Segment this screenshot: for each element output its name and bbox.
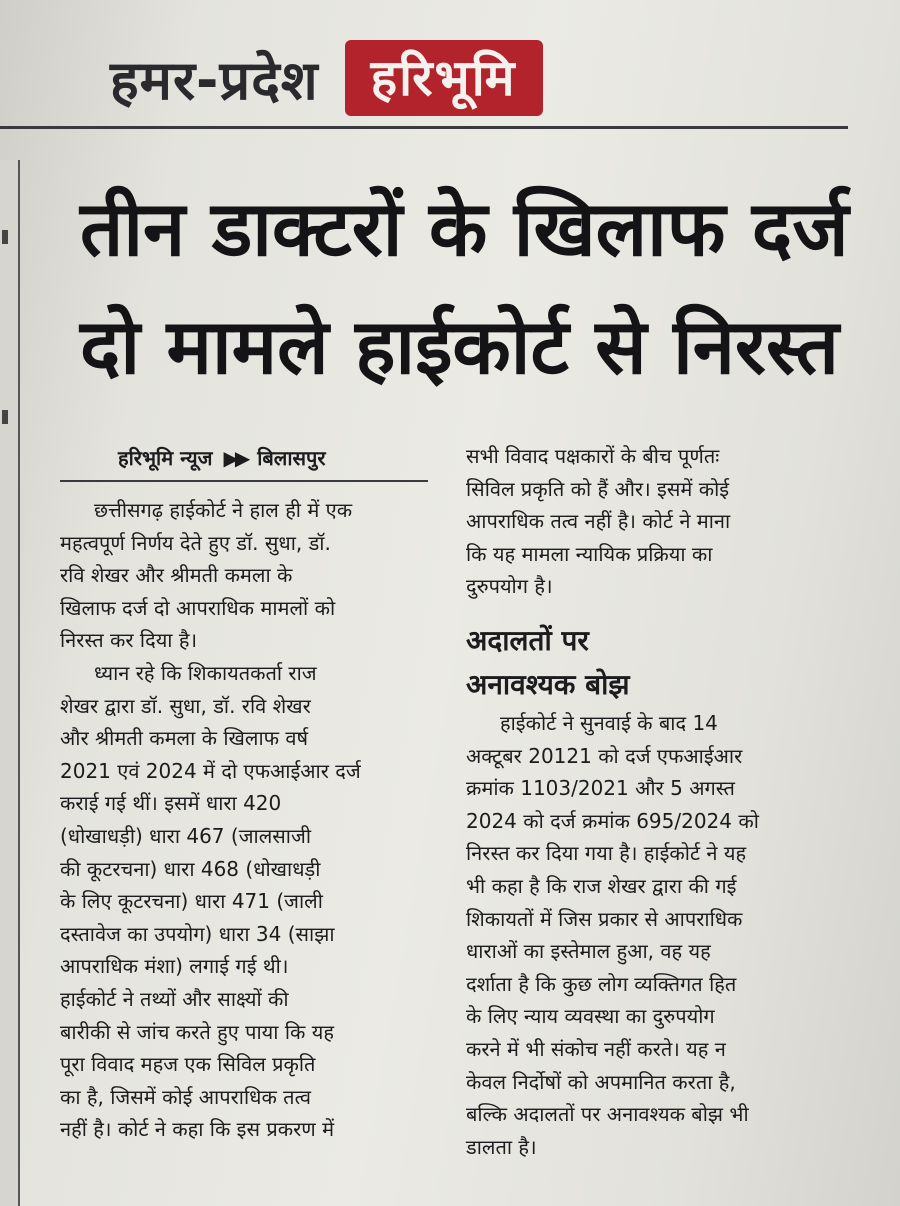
text-line: दर्शाता है कि कुछ लोग व्यक्तिगत हित: [466, 971, 737, 996]
section-name: हमर-प्रदेश: [110, 49, 319, 112]
text-line: 2021 एवं 2024 में दो एफआईआर दर्ज: [60, 758, 361, 783]
text-line: बल्कि अदालतों पर अनावश्यक बोझ भी: [466, 1102, 749, 1127]
text-line: कराई गई थीं। इसमें धारा 420: [60, 791, 282, 816]
text-line: पूरा विवाद महज एक सिविल प्रकृति: [60, 1052, 316, 1077]
text-line: रवि शेखर और श्रीमती कमला के: [60, 563, 293, 588]
text-line: बारीकी से जांच करते हुए पाया कि यह: [60, 1019, 334, 1044]
article-paragraph: [466, 440, 846, 603]
text-line: हाईकोर्ट ने सुनवाई के बाद 14: [500, 710, 718, 735]
text-line: आपराधिक मंशा) लगाई गई थी।: [60, 954, 289, 979]
text-line: 2024 को दर्ज क्रमांक 695/2024 को: [466, 808, 759, 833]
text-line: खिलाफ दर्ज दो आपराधिक मामलों को: [60, 595, 336, 620]
text-line: केवल निर्दोषों को अपमानित करता है,: [466, 1069, 736, 1094]
edge-mark: [2, 230, 8, 244]
text-line: शेखर द्वारा डॉ. सुधा, डॉ. रवि शेखर: [60, 693, 311, 718]
byline-location: बिलासपुर: [257, 446, 326, 470]
text-line: छत्तीसगढ़ हाईकोर्ट ने हाल ही में एक: [94, 498, 353, 522]
text-line: ध्यान रहे कि शिकायतकर्ता राज: [94, 660, 317, 685]
text-line: की कूटरचना) धारा 468 (धोखाधड़ी: [60, 856, 321, 881]
text-line: धाराओं का इस्तेमाल हुआ, वह यह: [466, 939, 711, 964]
text-line: भी कहा है कि राज शेखर द्वारा की गई: [466, 873, 737, 898]
masthead-rule: [0, 126, 848, 129]
article-paragraph: [60, 494, 428, 657]
edge-mark: [2, 410, 8, 424]
text-line: सभी विवाद पक्षकारों के बीच पूर्णतः: [466, 444, 720, 468]
adjacent-column-edge: [0, 160, 20, 1206]
byline: [60, 440, 428, 482]
headline: [80, 170, 849, 406]
text-line: (धोखाधड़ी) धारा 467 (जालसाजी: [60, 823, 311, 848]
subheading: [466, 619, 846, 707]
left-column: [60, 440, 428, 1146]
article-paragraph: [60, 657, 428, 1146]
text-line: डालता है।: [466, 1134, 537, 1159]
text-line: दस्तावेज का उपयोग) धारा 34 (साझा: [60, 921, 335, 946]
text-line: क्रमांक 1103/2021 और 5 अगस्त: [466, 776, 735, 801]
headline-line-2: दो मामले हाईकोर्ट से निरस्त: [80, 302, 839, 391]
text-line: का है, जिसमें कोई आपराधिक तत्व: [60, 1084, 311, 1109]
text-line: अक्टूबर 20121 को दर्ज एफआईआर: [466, 743, 743, 768]
text-line: के लिए कूटरचना) धारा 471 (जाली: [60, 889, 323, 914]
headline-line-1: तीन डाक्टरों के खिलाफ दर्ज: [80, 184, 849, 273]
text-line: निरस्त कर दिया है।: [60, 628, 198, 653]
text-line: नहीं है। कोर्ट ने कहा कि इस प्रकरण में: [60, 1117, 335, 1142]
text-line: कि यह मामला न्यायिक प्रक्रिया का: [466, 541, 713, 566]
text-line: शिकायतों में जिस प्रकार से आपराधिक: [466, 906, 743, 931]
article-paragraph: [466, 707, 846, 1163]
text-line: आपराधिक तत्व नहीं है। कोर्ट ने माना: [466, 509, 731, 534]
text-line: हाईकोर्ट ने तथ्यों और साक्ष्यों की: [60, 986, 289, 1011]
subheading-line-2: अनावश्यक बोझ: [466, 667, 630, 701]
right-column: [466, 440, 846, 1163]
text-line: दुरुपयोग है।: [466, 574, 553, 599]
masthead: [110, 38, 543, 118]
subheading-line-1: अदालतों पर: [466, 623, 589, 657]
text-line: महत्वपूर्ण निर्णय देते हुए डॉ. सुधा, डॉ.: [60, 530, 331, 555]
byline-source: हरिभूमि न्यूज: [118, 446, 213, 470]
text-line: करने में भी संकोच नहीं करते। यह न: [466, 1036, 726, 1061]
byline-arrow-icon: ▶▶: [223, 446, 247, 470]
text-line: निरस्त कर दिया गया है। हाईकोर्ट ने यह: [466, 841, 747, 866]
text-line: और श्रीमती कमला के खिलाफ वर्ष: [60, 726, 309, 751]
text-line: सिविल प्रकृति को हैं और। इसमें कोई: [466, 476, 730, 501]
brand-logo: हरिभूमि: [345, 40, 543, 116]
text-line: के लिए न्याय व्यवस्था का दुरुपयोग: [466, 1004, 715, 1029]
